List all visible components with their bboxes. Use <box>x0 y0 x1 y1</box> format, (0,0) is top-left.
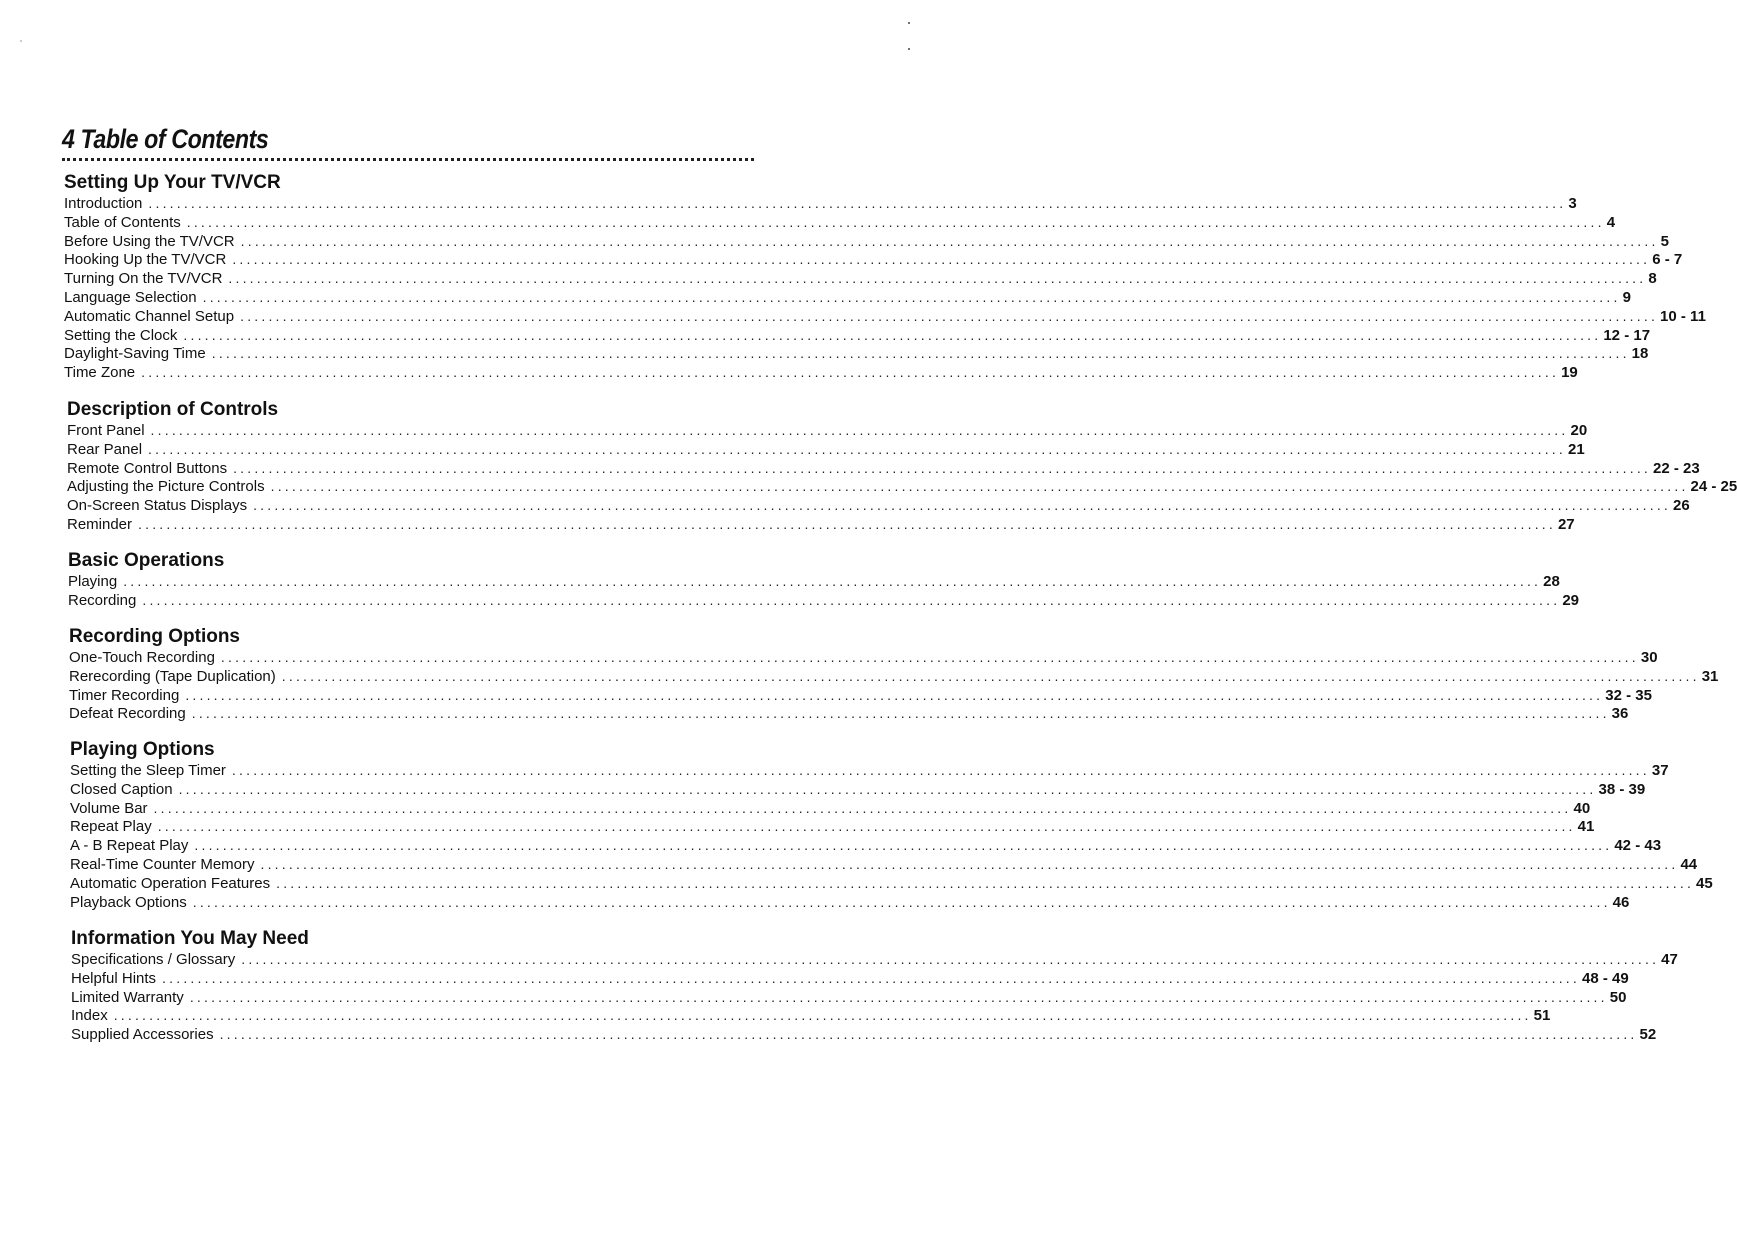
entry-page: 18 <box>1631 345 1649 363</box>
entry-page: 27 <box>1557 515 1575 533</box>
toc-entry[interactable] <box>69 686 1652 705</box>
dot-leader: ........................................................................................................................................................................................................ <box>142 591 1561 608</box>
toc-entry[interactable] <box>64 269 1657 288</box>
dot-leader: ........................................................................................................................................................................................................ <box>220 649 1639 665</box>
toc-entry[interactable] <box>71 988 1627 1007</box>
dot-leader: ........................................................................................................................................................................................................ <box>260 855 1679 872</box>
toc-entry[interactable] <box>64 288 1631 307</box>
toc-entry[interactable] <box>67 477 1737 496</box>
dot-leader: ........................................................................................................................................................................................................ <box>138 515 1556 532</box>
entry-title: Helpful Hints <box>71 969 157 987</box>
toc-entry[interactable] <box>68 572 1560 591</box>
section-heading: Setting Up Your TV/VCR <box>64 172 281 193</box>
toc-entry[interactable] <box>69 648 1658 667</box>
entry-title: Daylight-Saving Time <box>64 345 206 363</box>
title-dotted-rule <box>62 158 754 161</box>
entry-page: 51 <box>1533 1007 1551 1025</box>
entry-title: Real-Time Counter Memory <box>70 855 255 873</box>
section-heading: Information You May Need <box>71 928 309 949</box>
entry-page: 21 <box>1567 440 1585 458</box>
dot-leader: ........................................................................................................................................................................................................ <box>150 422 1569 438</box>
entry-page: 3 <box>1568 195 1577 212</box>
page-title: 4 Table of Contents <box>62 124 269 154</box>
dot-leader: ........................................................................................................................................................................................................ <box>189 988 1608 1005</box>
toc-entry[interactable] <box>70 855 1698 874</box>
dot-leader: ........................................................................................................................................................................................................ <box>228 270 1647 287</box>
entry-title: Introduction <box>64 195 143 212</box>
dot-leader: ........................................................................................................................................................................................................ <box>186 213 1605 230</box>
section-heading: Playing Options <box>70 739 215 760</box>
dot-leader: ........................................................................................................................................................................................................ <box>148 440 1566 457</box>
toc-entry[interactable] <box>70 799 1591 818</box>
entry-page: 42 - 43 <box>1614 837 1662 855</box>
dot-leader: ........................................................................................................................................................................................................ <box>211 345 1630 362</box>
entry-title: Specifications / Glossary <box>71 951 236 968</box>
toc-section-information <box>71 928 1678 1044</box>
entry-page: 47 <box>1661 951 1678 968</box>
entry-page: 22 - 23 <box>1653 459 1700 477</box>
toc-entry[interactable] <box>64 232 1669 251</box>
toc-entry[interactable] <box>67 440 1585 459</box>
entry-title: Volume Bar <box>70 799 148 817</box>
dot-leader: ........................................................................................................................................................................................................ <box>192 893 1611 910</box>
entry-page: 9 <box>1622 288 1631 306</box>
entry-title: Time Zone <box>64 364 136 382</box>
entry-page: 32 - 35 <box>1605 686 1652 704</box>
section-heading: Description of Controls <box>67 399 279 420</box>
toc-entry[interactable] <box>64 307 1706 326</box>
toc-entry[interactable] <box>67 459 1700 478</box>
entry-page: 44 <box>1680 855 1698 873</box>
entry-title: Hooking Up the TV/VCR <box>64 251 227 269</box>
entry-title: Playing <box>68 573 118 590</box>
dot-leader: ........................................................................................................................................................................................................ <box>194 837 1613 854</box>
entry-title: Front Panel <box>67 422 145 439</box>
toc-section-setting-up <box>64 172 1706 382</box>
entry-title: Recording <box>68 591 137 609</box>
entry-page: 40 <box>1573 799 1591 817</box>
toc-entry[interactable] <box>71 1006 1551 1025</box>
entry-page: 50 <box>1609 988 1627 1006</box>
entry-title: Repeat Play <box>70 818 152 836</box>
entry-title: Closed Caption <box>70 780 173 798</box>
entry-page: 19 <box>1561 364 1578 382</box>
entry-title: One-Touch Recording <box>69 649 215 666</box>
dot-leader: ........................................................................................................................................................................................................ <box>185 686 1604 703</box>
entry-title: Table of Contents <box>64 213 181 231</box>
dot-leader: ........................................................................................................................................................................................................ <box>232 251 1651 268</box>
entry-title: Automatic Channel Setup <box>64 307 235 325</box>
section-heading: Recording Options <box>69 626 240 647</box>
dot-leader: ........................................................................................................................................................................................................ <box>178 780 1597 797</box>
dot-leader: ........................................................................................................................................................................................................ <box>183 326 1602 343</box>
toc-entry[interactable] <box>69 704 1629 723</box>
toc-entry[interactable] <box>70 761 1669 780</box>
toc-entry[interactable] <box>64 194 1577 213</box>
entry-page: 37 <box>1651 762 1669 779</box>
toc-entry[interactable] <box>67 421 1588 440</box>
entry-page: 31 <box>1701 667 1719 685</box>
entry-title: Supplied Accessories <box>71 1026 214 1044</box>
entry-page: 10 - 11 <box>1660 307 1706 325</box>
toc-section-playing-options <box>70 739 1713 911</box>
entry-title: Index <box>71 1007 108 1025</box>
dot-leader: ........................................................................................................................................................................................................ <box>281 667 1700 684</box>
entry-page: 36 <box>1611 705 1629 723</box>
entry-page: 46 <box>1612 893 1630 911</box>
toc-section-basic-operations <box>68 550 1579 610</box>
entry-page: 30 <box>1640 649 1658 666</box>
dot-leader: ........................................................................................................................................................................................................ <box>276 874 1695 891</box>
section-heading: Basic Operations <box>68 550 225 571</box>
entry-page: 41 <box>1577 818 1595 836</box>
entry-page: 29 <box>1562 591 1579 609</box>
entry-title: Defeat Recording <box>69 705 186 723</box>
toc-entry[interactable] <box>69 667 1719 686</box>
entry-page: 52 <box>1639 1026 1657 1044</box>
entry-title: Setting the Clock <box>64 326 178 344</box>
entry-page: 45 <box>1696 874 1713 892</box>
dot-leader: ........................................................................................................................................................................................................ <box>233 459 1652 476</box>
dot-leader: ........................................................................................................................................................................................................ <box>191 705 1610 722</box>
dot-leader: ........................................................................................................................................................................................................ <box>270 478 1689 495</box>
toc-entry[interactable] <box>70 874 1713 893</box>
entry-title: Language Selection <box>64 288 197 306</box>
entry-title: Automatic Operation Features <box>70 874 271 892</box>
entry-title: Rerecording (Tape Duplication) <box>69 667 276 685</box>
entry-page: 8 <box>1648 270 1657 288</box>
entry-title: A - B Repeat Play <box>70 837 189 855</box>
toc-section-recording-options <box>69 626 1719 723</box>
toc-entry[interactable] <box>67 515 1575 534</box>
dot-leader: ........................................................................................................................................................................................................ <box>240 307 1659 324</box>
entry-title: Reminder <box>67 515 133 533</box>
toc-section-controls <box>67 399 1737 534</box>
toc-entry[interactable] <box>71 1025 1657 1044</box>
toc-entry[interactable] <box>70 893 1630 912</box>
toc-entry[interactable] <box>70 817 1595 836</box>
toc-entry[interactable] <box>64 250 1683 269</box>
entry-page: 24 - 25 <box>1690 478 1737 496</box>
toc-entry[interactable] <box>70 836 1662 855</box>
toc-entry[interactable] <box>70 780 1646 799</box>
entry-title: Playback Options <box>70 893 187 911</box>
toc-entry[interactable] <box>68 591 1579 610</box>
toc-entry[interactable] <box>64 213 1616 232</box>
dot-leader: ........................................................................................................................................................................................................ <box>123 573 1542 589</box>
entry-title: Timer Recording <box>69 686 180 704</box>
entry-page: 48 - 49 <box>1581 969 1629 987</box>
dot-leader: ........................................................................................................................................................................................................ <box>141 364 1560 381</box>
toc-entry[interactable] <box>71 969 1629 988</box>
dot-leader: ........................................................................................................................................................................................................ <box>241 951 1660 967</box>
entry-page: 12 - 17 <box>1603 326 1651 344</box>
entry-title: Remote Control Buttons <box>67 459 228 477</box>
toc-entry[interactable] <box>64 363 1578 382</box>
entry-page: 20 <box>1570 422 1588 439</box>
dot-leader: ........................................................................................................................................................................................................ <box>253 497 1672 514</box>
entry-title: On-Screen Status Displays <box>67 497 248 515</box>
dot-leader: ........................................................................................................................................................................................................ <box>231 762 1650 778</box>
scan-speck <box>20 40 22 42</box>
dot-leader: ........................................................................................................................................................................................................ <box>153 799 1572 816</box>
toc-entry[interactable] <box>71 950 1678 969</box>
entry-page: 5 <box>1660 232 1669 250</box>
dot-leader: ........................................................................................................................................................................................................ <box>202 288 1621 305</box>
entry-title: Adjusting the Picture Controls <box>67 478 265 496</box>
toc-entry[interactable] <box>64 326 1651 345</box>
toc-entry[interactable] <box>67 496 1690 515</box>
entry-title: Before Using the TV/VCR <box>64 232 235 250</box>
dot-leader: ........................................................................................................................................................................................................ <box>148 195 1567 211</box>
dot-leader: ........................................................................................................................................................................................................ <box>157 818 1576 835</box>
scan-speck <box>908 48 910 50</box>
entry-page: 28 <box>1543 573 1560 590</box>
scan-speck <box>908 22 910 24</box>
entry-title: Limited Warranty <box>71 988 184 1006</box>
entry-title: Setting the Sleep Timer <box>70 762 226 779</box>
dot-leader: ........................................................................................................................................................................................................ <box>240 232 1659 249</box>
dot-leader: ........................................................................................................................................................................................................ <box>219 1026 1638 1043</box>
entry-title: Rear Panel <box>67 440 143 458</box>
toc-entry[interactable] <box>64 344 1649 363</box>
entry-page: 38 - 39 <box>1598 780 1646 798</box>
entry-page: 4 <box>1606 213 1616 231</box>
dot-leader: ........................................................................................................................................................................................................ <box>113 1007 1532 1024</box>
entry-page: 26 <box>1673 497 1690 515</box>
entry-page: 6 - 7 <box>1652 251 1683 269</box>
dot-leader: ........................................................................................................................................................................................................ <box>162 969 1580 986</box>
entry-title: Turning On the TV/VCR <box>64 270 223 288</box>
